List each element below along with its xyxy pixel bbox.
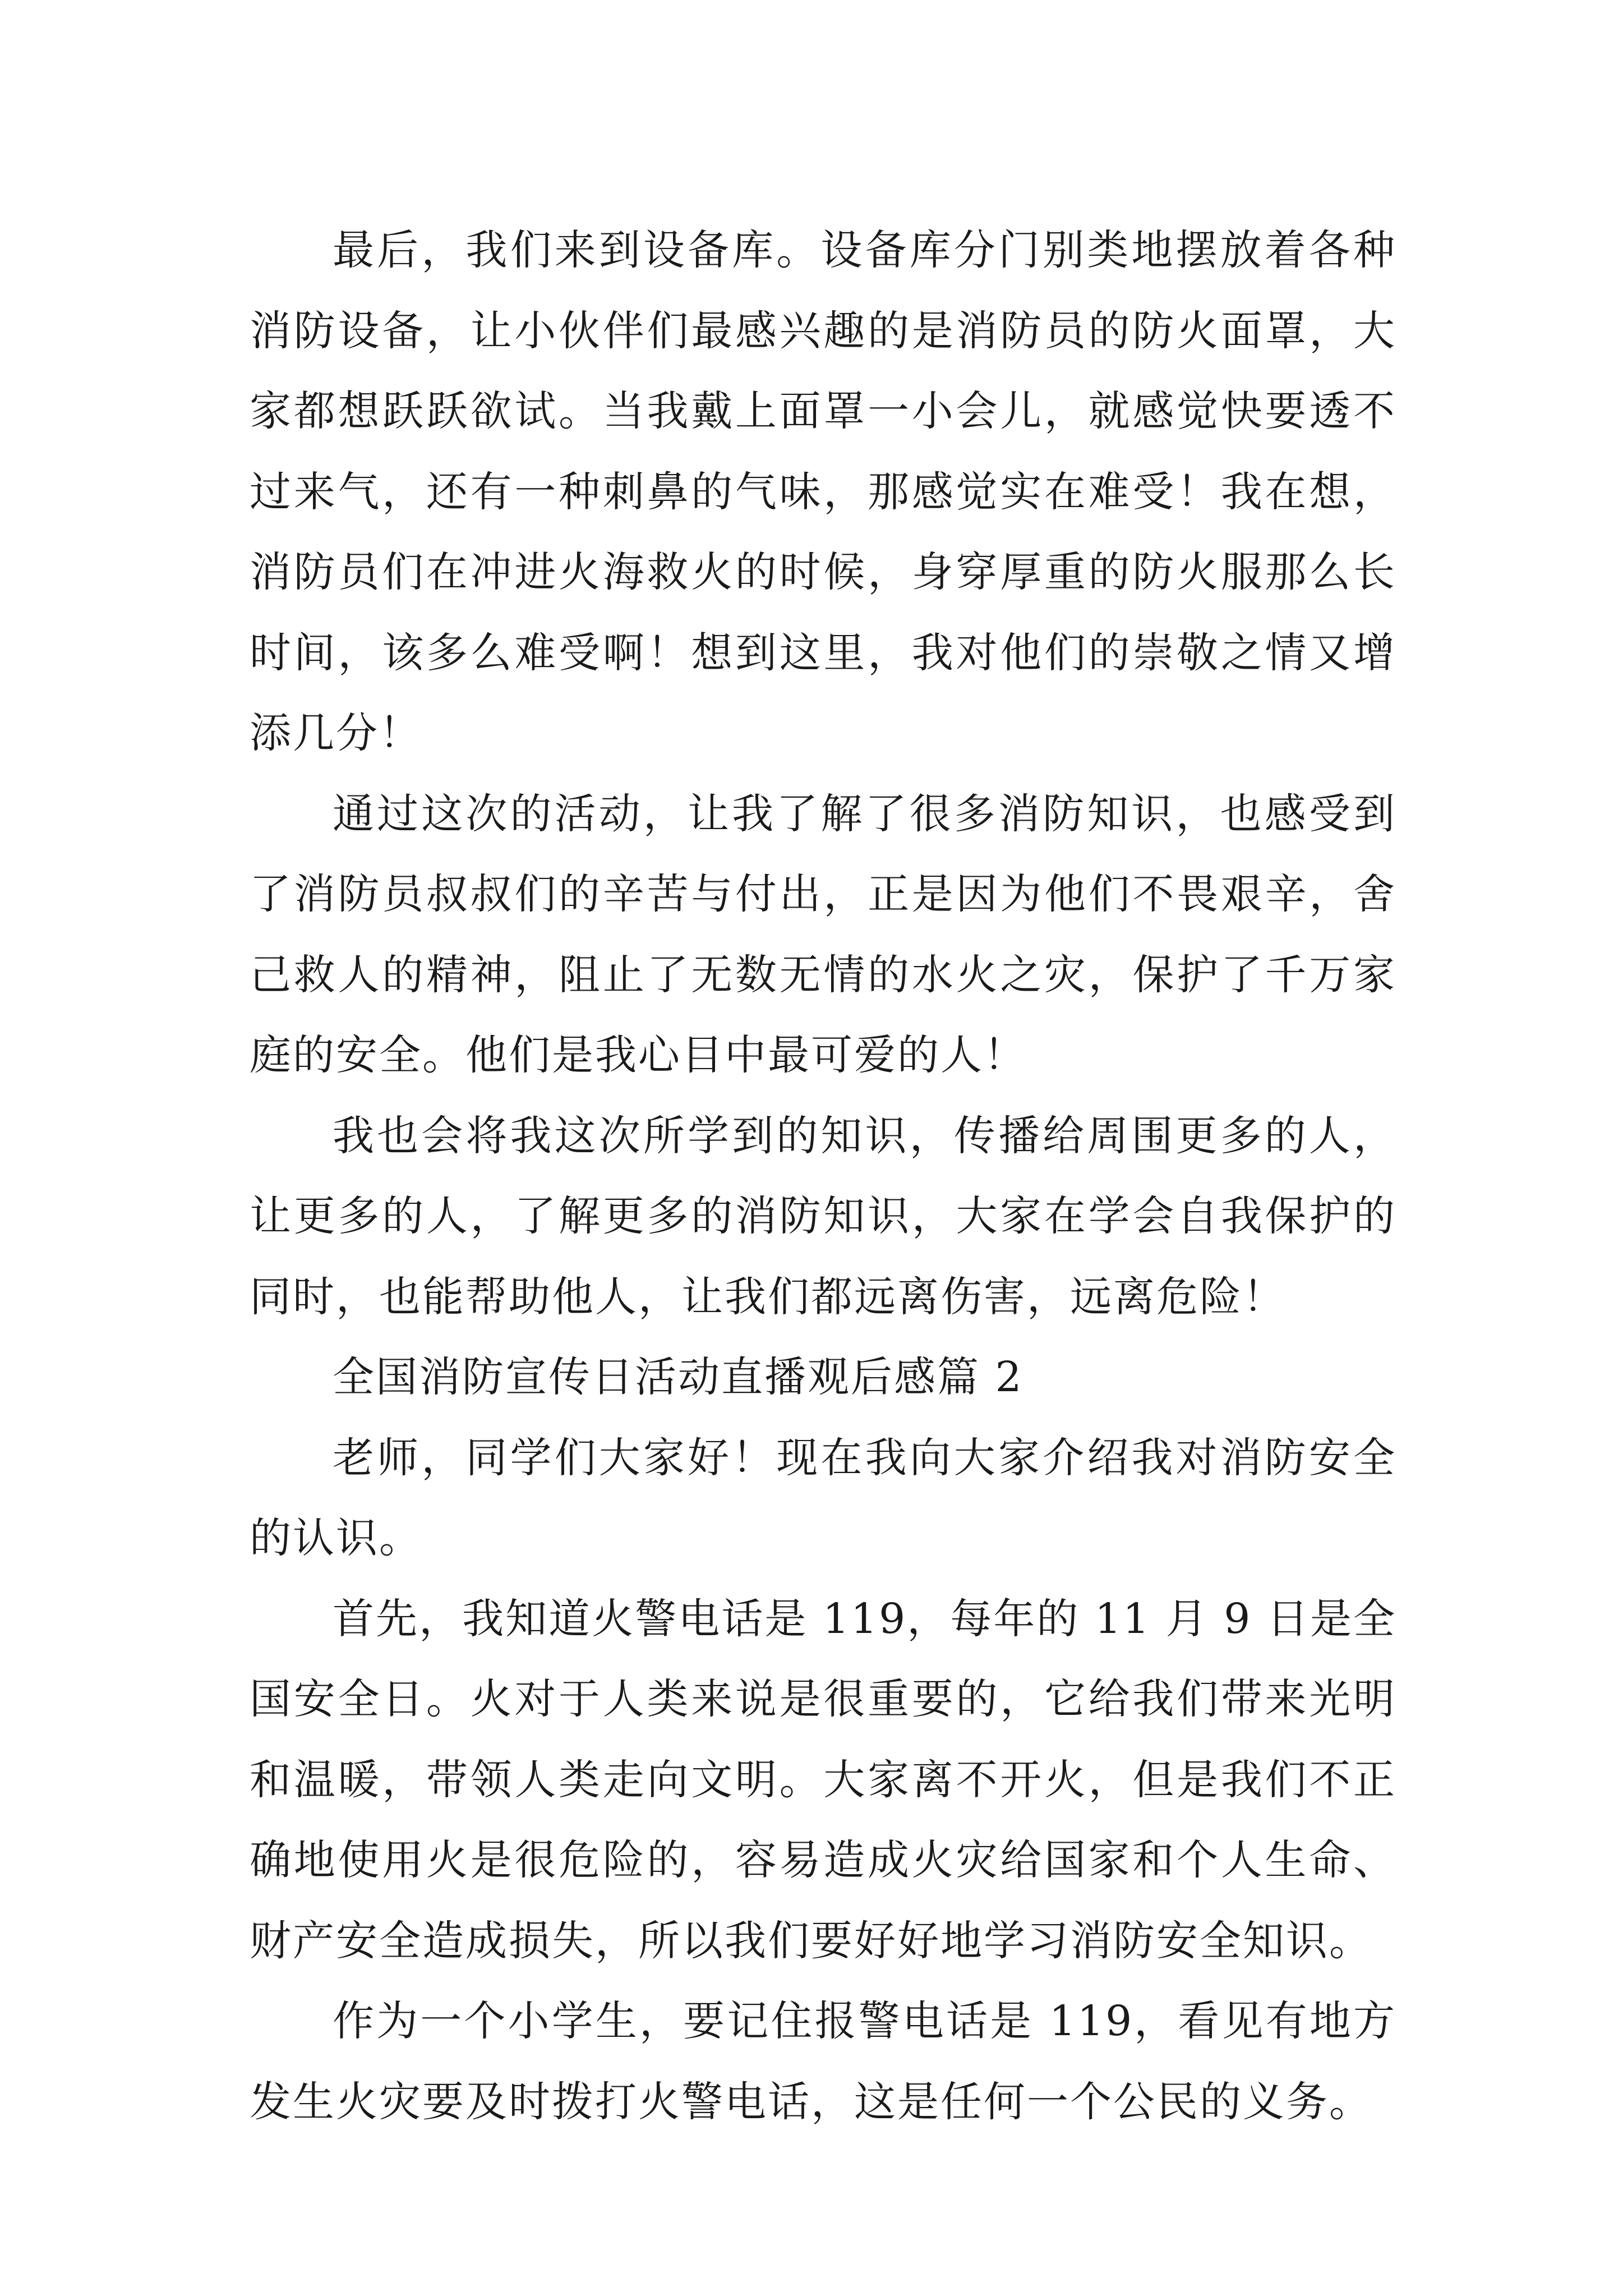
paragraph-student-duty: 作为一个小学生，要记住报警电话是 119，看见有地方发生火灾要及时拨打火警电话，这是任何一个公民的义务。 [250,1997,1396,2126]
paragraph-spread-knowledge: 我也会将我这次所学到的知识，传播给周围更多的人，让更多的人，了解更多的消防知识，大家在学会自我保护的同时，也能帮助他人，让我们都远离伤害，远离危险！ [250,1111,1396,1321]
document-body [250,210,1396,2142]
paragraph-fire-number: 首先，我知道火警电话是 119，每年的 11 月 9 日是全国安全日。火对于人类来说是很重要的，它给我们带来光明和温暖，带领人类走向文明。大家离不开火，但是我们不正确地使用火是很危险的，容易造成火灾给国家和个人生命、财产安全造成损失，所以我们要好好地学习消防安全知识。 [250,1594,1396,1965]
section-title: 全国消防宣传日活动直播观后感篇 2 [333,1353,1023,1401]
paragraph-greeting: 老师，同学们大家好！现在我向大家介绍我对消防安全的认识。 [250,1433,1396,1562]
paragraph-equipment-room: 最后，我们来到设备库。设备库分门别类地摆放着各种消防设备，让小伙伴们最感兴趣的是消防员的防火面罩，大家都想跃跃欲试。当我戴上面罩一小会儿，就感觉快要透不过来气，还有一种刺鼻的气味，那感觉实在难受！我在想，消防员们在冲进火海救火的时候，身穿厚重的防火服那么长时间，该多么难受啊！想到这里，我对他们的崇敬之情又增添几分！ [250,226,1396,757]
paragraph-activity-reflection: 通过这次的活动，让我了解了很多消防知识，也感受到了消防员叔叔们的辛苦与付出，正是因为他们不畏艰辛，舍己救人的精神，阻止了无数无情的水火之灾，保护了千万家庭的安全。他们是我心目中最可爱的人！ [250,789,1396,1079]
